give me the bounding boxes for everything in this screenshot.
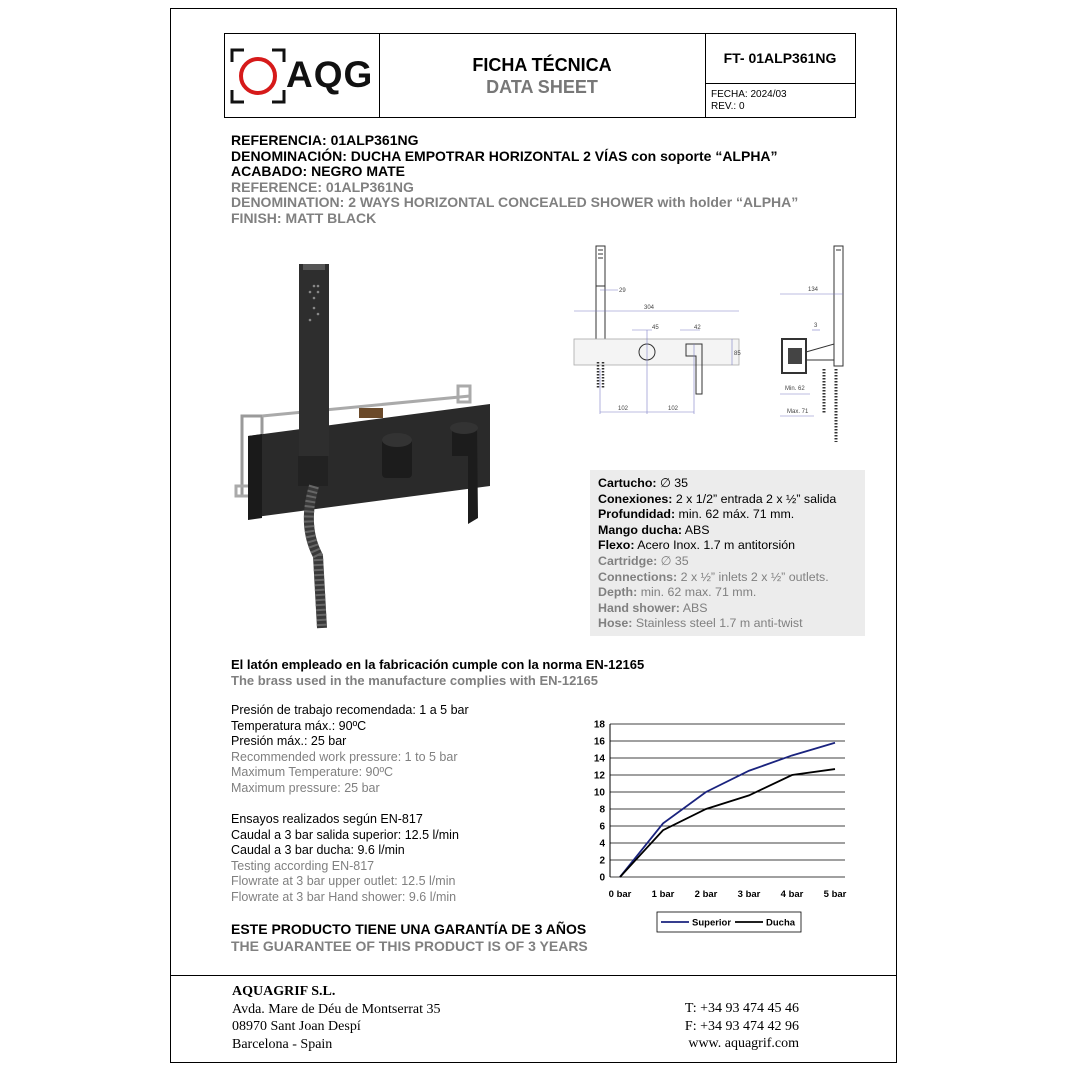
phone-number: T: +34 93 474 45 46 [684,1001,799,1016]
dimension-label: Min. 62 [785,386,805,392]
finish-line-en: FINISH: MATT BLACK [231,209,377,226]
company-contact [660,1000,799,1053]
spec-row-en: Depth: min. 62 max. 71 mm. [598,585,757,600]
logo-mark-icon [230,48,286,104]
x-tick-label: 2 bar [694,889,718,900]
dimension-label: 102 [618,406,629,412]
test-info: Ensayos realizados según EN-817 Caudal a 3 bar salida superior: 12.5 l/min Caudal a 3 bar ducha: 9.6 l/min Testing according EN-817 Flowrate at 3 bar upper outlet: 12.5 l/min Flowrate at 3 bar Hand shower: 9.6 l/min [231,812,459,904]
spec-row: Profundidad: min. 62 máx. 71 mm. [598,507,795,522]
reference-line: REFERENCIA: 01ALP361NG [231,132,419,148]
header-divider [705,34,706,117]
denomination-line: DENOMINACIÓN: DUCHA EMPOTRAR HORIZONTAL 2 VÍAS con soporte “ALPHA” [231,147,778,164]
x-tick-label: 1 bar [651,889,675,900]
fax-number: F: +34 93 474 42 96 [684,1018,799,1034]
y-tick-label: 10 [593,787,605,799]
flowrate-chart [585,712,855,942]
spec-row: Cartucho: ∅ 35 [598,476,688,490]
x-tick-label: 5 bar [823,889,847,900]
technical-drawing-side [776,244,854,444]
spec-row: Mango ducha: ABS [598,522,710,537]
revision-info [711,89,787,113]
dimension-label: 304 [644,305,655,311]
warranty-statement: ESTE PRODUCTO TIENE UNA GARANTÍA DE 3 AÑOS THE GUARANTEE OF THIS PRODUCT IS OF 3 YEARS [231,921,588,954]
document-revision: REV.: 0 [711,101,745,112]
spec-row: Flexo: Acero Inox. 1.7 m antitorsión [598,538,795,553]
document-code: FT- 01ALP361NG [723,50,837,66]
y-tick-label: 14 [593,753,605,765]
x-tick-label: 4 bar [780,889,804,900]
company-address: AQUAGRIF S.L. Avda. Mare de Déu de Montserrat 35 08970 Sant Joan Despí Barcelona - Spain [232,984,441,1052]
x-tick-label: 0 bar [608,889,632,900]
spec-row-en: Hose: Stainless steel 1.7 m anti-twist [598,616,803,631]
company-name: AQUAGRIF S.L. [232,984,336,999]
finish-line: ACABADO: NEGRO MATE [231,163,405,180]
header-divider [705,83,856,84]
y-tick-label: 0 [599,872,605,884]
footer-divider [170,975,897,976]
norm-statement: El latón empleado en la fabricación cumple con la norma EN-12165 The brass used in the manufacture complies with EN-12165 [231,657,645,688]
header-title-block [379,54,705,98]
y-tick-label: 6 [599,821,605,833]
reference-line-en: REFERENCE: 01ALP361NG [231,178,414,195]
document-date: FECHA: 2024/03 [711,89,787,100]
y-tick-label: 18 [593,719,605,731]
page-title: FICHA TÉCNICA [472,55,612,75]
spec-row-en: Connections: 2 x ½” inlets 2 x ½” outlets. [598,569,829,584]
specs-list [598,476,836,632]
spec-row: Conexiones: 2 x 1/2” entrada 2 x ½” salida [598,491,837,506]
pressure-info: Presión de trabajo recomendada: 1 a 5 bar Temperatura máx.: 90ºC Presión máx.: 25 bar Recommended work pressure: 1 to 5 bar Maximum Temperature: 90ºC Maximum pressure: 25 bar [231,703,469,795]
legend-label: Superior [692,917,732,929]
dimension-label: 134 [808,287,819,293]
y-tick-label: 12 [593,770,605,782]
y-tick-label: 4 [599,838,605,850]
logo-text: AQG [286,54,374,95]
dimension-label: 3 [814,323,818,329]
technical-drawing-front [572,244,747,444]
product-image [232,256,490,632]
spec-row-en: Hand shower: ABS [598,600,708,615]
spec-row-en: Cartridge: ∅ 35 [598,553,689,568]
aqg-logo [230,48,375,104]
dimension-label: 45 [652,325,659,331]
x-tick-label: 3 bar [737,889,761,900]
dimension-label: 42 [694,325,701,331]
page-subtitle: DATA SHEET [486,77,598,97]
dimension-label: Max. 71 [787,409,809,415]
denomination-line-en: DENOMINATION: 2 WAYS HORIZONTAL CONCEALED SHOWER with holder “ALPHA” [231,194,799,211]
y-tick-label: 2 [599,855,605,867]
y-tick-label: 16 [593,736,605,748]
dimension-label: 85 [734,351,741,357]
reference-block [231,133,798,227]
y-tick-label: 8 [599,804,605,816]
legend-label: Ducha [766,917,796,929]
series-line-superior [620,743,835,877]
series-line-ducha [620,769,835,877]
dimension-label: 102 [668,406,679,412]
website-link[interactable]: www. aquagrif.com [688,1036,799,1051]
dimension-label: 29 [619,288,626,294]
